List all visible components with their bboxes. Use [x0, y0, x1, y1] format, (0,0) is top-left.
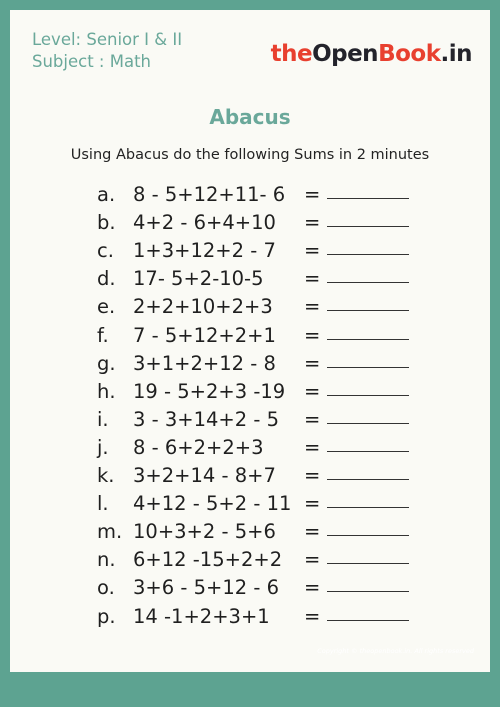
problem-expression: 6+12 -15+2+2 — [133, 548, 283, 572]
problem-row — [10, 574, 490, 602]
equals-sign: = — [304, 267, 321, 291]
equals-sign: = — [304, 323, 321, 347]
problem-expression: 3+1+2+12 - 8 — [133, 351, 276, 375]
equals-sign: = — [304, 604, 321, 628]
problem-row — [10, 434, 490, 462]
worksheet — [10, 10, 490, 672]
problem-letter: p. — [97, 604, 116, 628]
problem-row — [10, 181, 490, 209]
instructions: Using Abacus do the following Sums in 2 minutes — [70, 147, 430, 163]
problem-row — [10, 462, 490, 490]
equals-sign: = — [304, 435, 321, 459]
problem-letter: a. — [97, 183, 116, 206]
problem-row — [10, 603, 490, 631]
problem-expression: 17- 5+2-10-5 — [133, 267, 264, 291]
equals-sign: = — [304, 379, 321, 403]
problem-row — [10, 546, 490, 574]
equals-sign: = — [304, 183, 321, 206]
answer-line[interactable] — [327, 310, 409, 311]
equals-sign: = — [304, 548, 321, 572]
problem-row — [10, 237, 490, 265]
equals-sign: = — [304, 520, 321, 544]
problem-expression: 4+12 - 5+2 - 11 — [133, 492, 292, 516]
problem-row — [10, 293, 490, 321]
problem-expression: 3+6 - 5+12 - 6 — [133, 576, 279, 600]
problem-letter: j. — [97, 435, 109, 459]
level-label: Level: Senior I & II — [32, 30, 183, 49]
subject-label: Subject : Math — [32, 52, 152, 71]
problem-letter: l. — [97, 492, 109, 516]
answer-line[interactable] — [327, 198, 409, 199]
header-info — [32, 29, 182, 73]
equals-sign: = — [304, 407, 321, 431]
answer-line[interactable] — [327, 563, 409, 564]
equals-sign: = — [304, 576, 321, 600]
problem-letter: b. — [97, 211, 116, 235]
answer-line[interactable] — [327, 620, 409, 621]
answer-line[interactable] — [327, 367, 409, 368]
equals-sign: = — [304, 351, 321, 375]
answer-line[interactable] — [327, 254, 409, 255]
problem-letter: k. — [97, 464, 115, 487]
problem-row — [10, 322, 490, 350]
problem-row — [10, 490, 490, 518]
equals-sign: = — [304, 295, 321, 319]
problem-row — [10, 378, 490, 406]
answer-line[interactable] — [327, 507, 409, 508]
problem-row — [10, 406, 490, 434]
problem-expression: 7 - 5+12+2+1 — [133, 323, 276, 347]
equals-sign: = — [304, 211, 321, 235]
problem-letter: e. — [97, 295, 116, 319]
answer-line[interactable] — [327, 451, 409, 452]
site-logo — [271, 41, 472, 67]
problem-letter: i. — [97, 407, 109, 431]
copyright-footer: Copyright © theopenbook.in. All rights reserved — [317, 647, 474, 655]
equals-sign: = — [304, 492, 321, 516]
problem-row — [10, 350, 490, 378]
problem-letter: h. — [97, 379, 116, 403]
problem-row — [10, 209, 490, 237]
problem-row — [10, 265, 490, 293]
answer-line[interactable] — [327, 339, 409, 340]
page-title: Abacus — [209, 105, 291, 129]
answer-line[interactable] — [327, 591, 409, 592]
answer-line[interactable] — [327, 479, 409, 480]
logo-part-book: Book — [378, 41, 441, 67]
problem-letter: n. — [97, 548, 116, 572]
answer-line[interactable] — [327, 423, 409, 424]
problem-letter: c. — [97, 239, 114, 263]
logo-part-domain: .in — [440, 41, 472, 67]
problem-expression: 3+2+14 - 8+7 — [133, 464, 276, 487]
problem-letter: o. — [97, 576, 115, 600]
problem-expression: 2+2+10+2+3 — [133, 295, 273, 319]
problem-expression: 3 - 3+14+2 - 5 — [133, 407, 279, 431]
logo-part-the: the — [270, 41, 313, 67]
equals-sign: = — [304, 239, 321, 263]
problem-expression: 14 -1+2+3+1 — [133, 604, 270, 628]
logo-part-open: Open — [312, 41, 379, 67]
problem-letter: d. — [97, 267, 116, 291]
answer-line[interactable] — [327, 535, 409, 536]
problem-expression: 19 - 5+2+3 -19 — [133, 379, 286, 403]
problem-letter: m. — [97, 520, 123, 544]
problem-expression: 8 - 5+12+11- 6 — [133, 183, 286, 206]
problem-expression: 1+3+12+2 - 7 — [133, 239, 276, 263]
problem-expression: 10+3+2 - 5+6 — [133, 520, 276, 544]
answer-line[interactable] — [327, 282, 409, 283]
problem-expression: 4+2 - 6+4+10 — [133, 211, 276, 235]
problem-expression: 8 - 6+2+2+3 — [133, 435, 264, 459]
problem-row — [10, 518, 490, 546]
answer-line[interactable] — [327, 226, 409, 227]
problem-letter: g. — [97, 351, 116, 375]
answer-line[interactable] — [327, 395, 409, 396]
problem-letter: f. — [97, 323, 109, 347]
equals-sign: = — [304, 464, 321, 487]
